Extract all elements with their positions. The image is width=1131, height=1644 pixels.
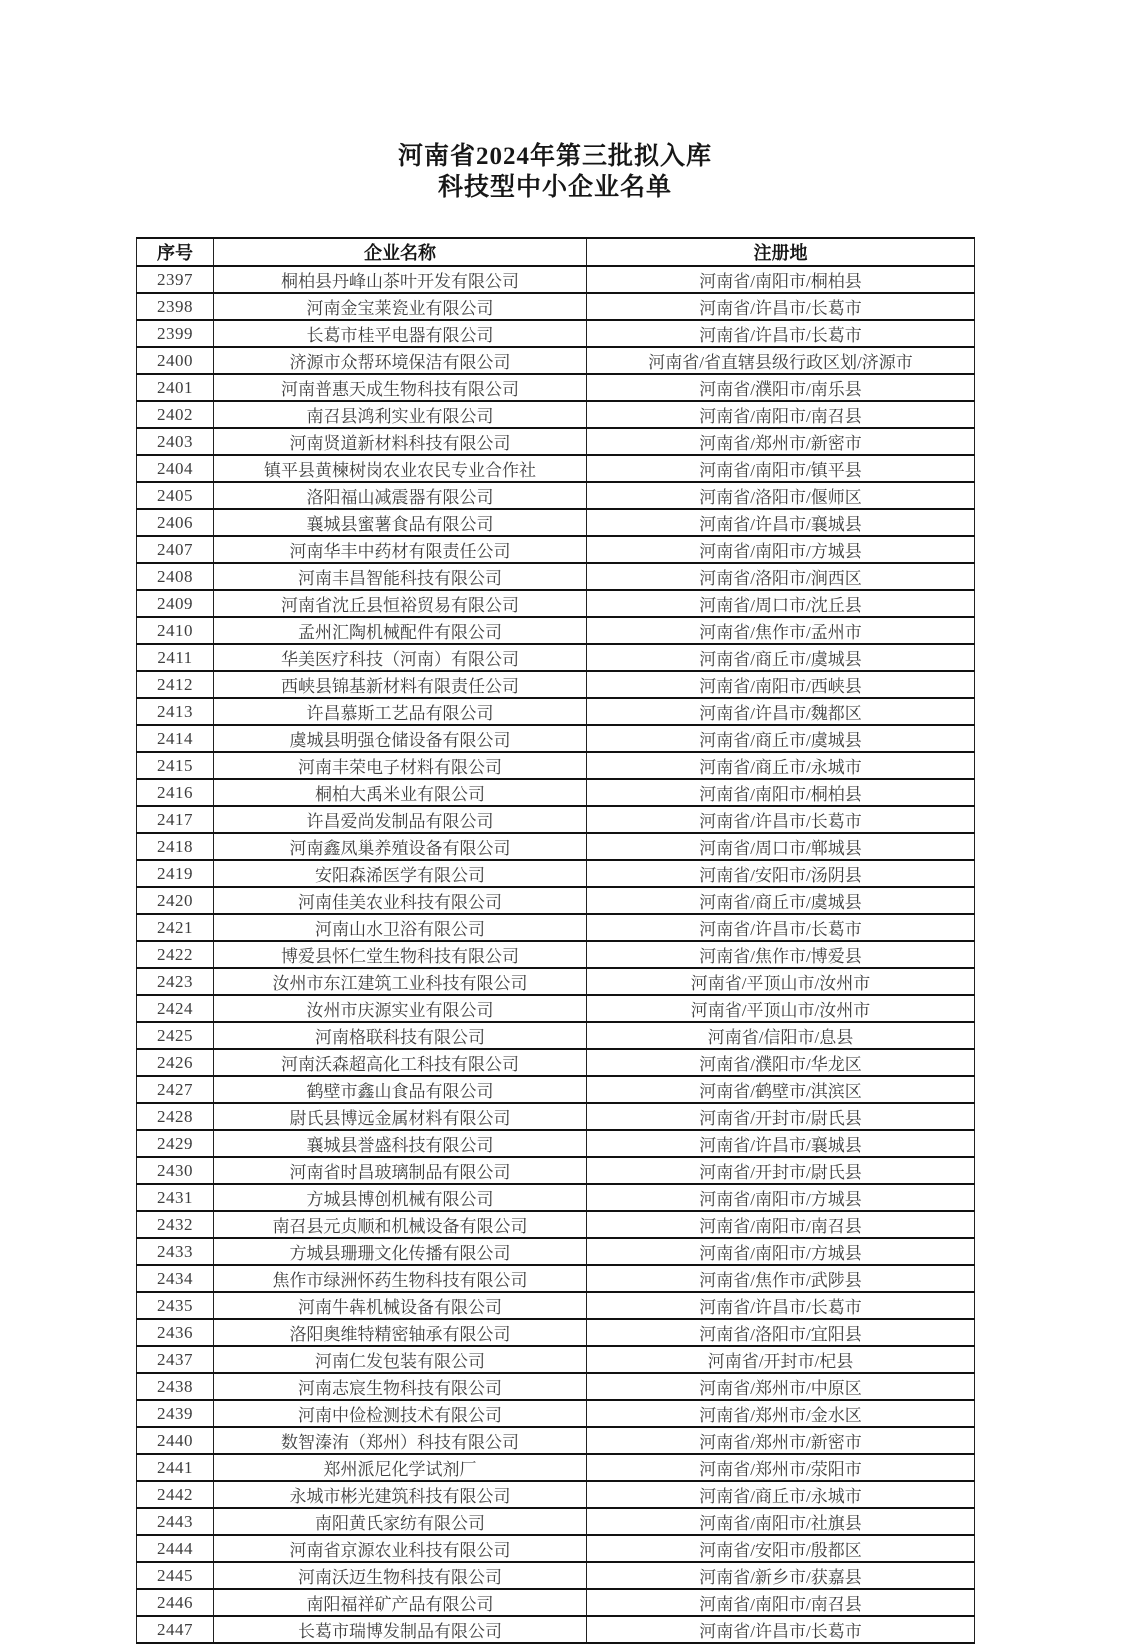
cell-company-name: 许昌爱尚发制品有限公司 [214,806,587,833]
cell-index: 2432 [137,1211,214,1238]
cell-company-name: 河南省时昌玻璃制品有限公司 [214,1157,587,1184]
cell-company-name: 南召县元贞顺和机械设备有限公司 [214,1211,587,1238]
companies-table [136,237,975,1644]
cell-company-name: 河南鑫凤巢养殖设备有限公司 [214,833,587,860]
table-row [137,1130,975,1157]
cell-company-name: 鹤壁市鑫山食品有限公司 [214,1076,587,1103]
table-row [137,941,975,968]
cell-index: 2436 [137,1319,214,1346]
cell-registration-place: 河南省/郑州市/新密市 [587,1427,975,1454]
cell-company-name: 郑州派尼化学试剂厂 [214,1454,587,1481]
cell-company-name: 南阳福祥矿产品有限公司 [214,1589,587,1616]
cell-index: 2428 [137,1103,214,1130]
table-row [137,887,975,914]
table-row [137,1103,975,1130]
table-row [137,1589,975,1616]
table-row [137,1535,975,1562]
table-row [137,1454,975,1481]
cell-company-name: 河南志宸生物科技有限公司 [214,1373,587,1400]
cell-index: 2422 [137,941,214,968]
cell-index: 2400 [137,347,214,374]
cell-index: 2402 [137,401,214,428]
table-row [137,914,975,941]
cell-index: 2418 [137,833,214,860]
cell-index: 2441 [137,1454,214,1481]
cell-registration-place: 河南省/南阳市/南召县 [587,1211,975,1238]
cell-registration-place: 河南省/南阳市/西峡县 [587,671,975,698]
table-row [137,374,975,401]
cell-index: 2403 [137,428,214,455]
header-row [137,238,975,266]
cell-index: 2407 [137,536,214,563]
cell-registration-place: 河南省/郑州市/荥阳市 [587,1454,975,1481]
cell-company-name: 河南省沈丘县恒裕贸易有限公司 [214,590,587,617]
cell-index: 2405 [137,482,214,509]
cell-registration-place: 河南省/洛阳市/宜阳县 [587,1319,975,1346]
cell-company-name: 洛阳福山减震器有限公司 [214,482,587,509]
cell-registration-place: 河南省/焦作市/武陟县 [587,1265,975,1292]
cell-company-name: 永城市彬光建筑科技有限公司 [214,1481,587,1508]
table-row [137,1022,975,1049]
cell-registration-place: 河南省/开封市/尉氏县 [587,1157,975,1184]
document-title-line1: 河南省2024年第三批拟入库 [397,143,712,170]
cell-registration-place: 河南省/商丘市/虞城县 [587,644,975,671]
cell-registration-place: 河南省/南阳市/方城县 [587,536,975,563]
cell-index: 2401 [137,374,214,401]
cell-company-name: 河南仁发包装有限公司 [214,1346,587,1373]
cell-index: 2399 [137,320,214,347]
cell-registration-place: 河南省/南阳市/桐柏县 [587,779,975,806]
table-header [137,238,975,266]
cell-index: 2444 [137,1535,214,1562]
cell-index: 2429 [137,1130,214,1157]
table-row [137,698,975,725]
cell-registration-place: 河南省/许昌市/魏都区 [587,698,975,725]
cell-registration-place: 河南省/商丘市/虞城县 [587,725,975,752]
cell-index: 2398 [137,293,214,320]
cell-company-name: 焦作市绿洲怀药生物科技有限公司 [214,1265,587,1292]
cell-registration-place: 河南省/焦作市/孟州市 [587,617,975,644]
table-row [137,455,975,482]
cell-index: 2426 [137,1049,214,1076]
cell-registration-place: 河南省/许昌市/襄城县 [587,509,975,536]
cell-company-name: 汝州市庆源实业有限公司 [214,995,587,1022]
cell-registration-place: 河南省/濮阳市/华龙区 [587,1049,975,1076]
table-row [137,752,975,779]
cell-index: 2419 [137,860,214,887]
table-row [137,806,975,833]
table-row [137,428,975,455]
cell-index: 2446 [137,1589,214,1616]
cell-index: 2425 [137,1022,214,1049]
cell-registration-place: 河南省/许昌市/长葛市 [587,914,975,941]
cell-registration-place: 河南省/商丘市/永城市 [587,752,975,779]
cell-registration-place: 河南省/平顶山市/汝州市 [587,968,975,995]
cell-company-name: 数智溱洧（郑州）科技有限公司 [214,1427,587,1454]
cell-index: 2423 [137,968,214,995]
table-row [137,1346,975,1373]
cell-company-name: 方城县珊珊文化传播有限公司 [214,1238,587,1265]
table-row [137,347,975,374]
table-row [137,1211,975,1238]
table-row [137,536,975,563]
cell-company-name: 河南华丰中药材有限责任公司 [214,536,587,563]
cell-registration-place: 河南省/许昌市/襄城县 [587,1130,975,1157]
cell-index: 2439 [137,1400,214,1427]
cell-index: 2415 [137,752,214,779]
cell-company-name: 襄城县蜜薯食品有限公司 [214,509,587,536]
cell-company-name: 镇平县黄楝树岗农业农民专业合作社 [214,455,587,482]
cell-company-name: 河南丰荣电子材料有限公司 [214,752,587,779]
cell-company-name: 长葛市瑞博发制品有限公司 [214,1616,587,1643]
cell-company-name: 河南沃迈生物科技有限公司 [214,1562,587,1589]
cell-company-name: 许昌慕斯工艺品有限公司 [214,698,587,725]
cell-company-name: 南召县鸿利实业有限公司 [214,401,587,428]
cell-registration-place: 河南省/南阳市/南召县 [587,1589,975,1616]
cell-registration-place: 河南省/周口市/沈丘县 [587,590,975,617]
cell-registration-place: 河南省/开封市/尉氏县 [587,1103,975,1130]
cell-company-name: 河南沃森超高化工科技有限公司 [214,1049,587,1076]
table-row [137,482,975,509]
table-row [137,266,975,293]
cell-registration-place: 河南省/南阳市/桐柏县 [587,266,975,293]
cell-company-name: 洛阳奥维特精密轴承有限公司 [214,1319,587,1346]
table-row [137,1400,975,1427]
cell-registration-place: 河南省/平顶山市/汝州市 [587,995,975,1022]
cell-registration-place: 河南省/商丘市/虞城县 [587,887,975,914]
cell-index: 2412 [137,671,214,698]
cell-registration-place: 河南省/郑州市/金水区 [587,1400,975,1427]
cell-index: 2443 [137,1508,214,1535]
cell-registration-place: 河南省/信阳市/息县 [587,1022,975,1049]
col-header-registration-place: 注册地 [587,238,975,266]
cell-company-name: 济源市众帮环境保洁有限公司 [214,347,587,374]
cell-registration-place: 河南省/安阳市/汤阴县 [587,860,975,887]
cell-company-name: 河南中俭检测技术有限公司 [214,1400,587,1427]
table-row [137,1049,975,1076]
cell-company-name: 河南贤道新材料科技有限公司 [214,428,587,455]
table-row [137,1562,975,1589]
cell-company-name: 虞城县明强仓储设备有限公司 [214,725,587,752]
cell-registration-place: 河南省/安阳市/殷都区 [587,1535,975,1562]
cell-company-name: 河南牛犇机械设备有限公司 [214,1292,587,1319]
cell-company-name: 河南金宝莱瓷业有限公司 [214,293,587,320]
cell-index: 2420 [137,887,214,914]
table-row [137,1508,975,1535]
cell-company-name: 河南普惠天成生物科技有限公司 [214,374,587,401]
table-row [137,1373,975,1400]
table-row [137,779,975,806]
cell-company-name: 河南丰昌智能科技有限公司 [214,563,587,590]
cell-company-name: 方城县博创机械有限公司 [214,1184,587,1211]
cell-registration-place: 河南省/南阳市/社旗县 [587,1508,975,1535]
cell-registration-place: 河南省/焦作市/博爱县 [587,941,975,968]
cell-index: 2433 [137,1238,214,1265]
table-row [137,860,975,887]
cell-company-name: 桐柏县丹峰山茶叶开发有限公司 [214,266,587,293]
cell-registration-place: 河南省/新乡市/获嘉县 [587,1562,975,1589]
cell-index: 2445 [137,1562,214,1589]
table-body [137,266,975,1643]
table-row [137,725,975,752]
cell-company-name: 河南佳美农业科技有限公司 [214,887,587,914]
col-header-index: 序号 [137,238,214,266]
table-row [137,1265,975,1292]
cell-index: 2416 [137,779,214,806]
cell-index: 2437 [137,1346,214,1373]
table-row [137,509,975,536]
cell-company-name: 西峡县锦基新材料有限责任公司 [214,671,587,698]
cell-company-name: 桐柏大禹米业有限公司 [214,779,587,806]
cell-index: 2397 [137,266,214,293]
cell-index: 2417 [137,806,214,833]
cell-registration-place: 河南省/洛阳市/涧西区 [587,563,975,590]
cell-index: 2411 [137,644,214,671]
cell-registration-place: 河南省/濮阳市/南乐县 [587,374,975,401]
table-row [137,644,975,671]
table-row [137,1238,975,1265]
cell-company-name: 南阳黄氏家纺有限公司 [214,1508,587,1535]
cell-company-name: 博爱县怀仁堂生物科技有限公司 [214,941,587,968]
cell-registration-place: 河南省/南阳市/镇平县 [587,455,975,482]
table-row [137,1319,975,1346]
table-row [137,1616,975,1643]
cell-index: 2414 [137,725,214,752]
cell-company-name: 河南省京源农业科技有限公司 [214,1535,587,1562]
document-title [0,141,1110,203]
table-row [137,563,975,590]
table-row [137,1427,975,1454]
cell-index: 2424 [137,995,214,1022]
cell-registration-place: 河南省/南阳市/方城县 [587,1238,975,1265]
table-row [137,1076,975,1103]
table-row [137,1292,975,1319]
cell-registration-place: 河南省/省直辖县级行政区划/济源市 [587,347,975,374]
cell-index: 2413 [137,698,214,725]
cell-registration-place: 河南省/南阳市/南召县 [587,401,975,428]
cell-index: 2434 [137,1265,214,1292]
cell-company-name: 长葛市桂平电器有限公司 [214,320,587,347]
cell-index: 2408 [137,563,214,590]
col-header-company-name: 企业名称 [214,238,587,266]
cell-index: 2440 [137,1427,214,1454]
table-row [137,320,975,347]
table-row [137,617,975,644]
cell-company-name: 河南山水卫浴有限公司 [214,914,587,941]
cell-registration-place: 河南省/洛阳市/偃师区 [587,482,975,509]
table-row [137,833,975,860]
table-row [137,293,975,320]
cell-company-name: 襄城县誉盛科技有限公司 [214,1130,587,1157]
cell-company-name: 华美医疗科技（河南）有限公司 [214,644,587,671]
cell-registration-place: 河南省/商丘市/永城市 [587,1481,975,1508]
document-title-line2: 科技型中小企业名单 [437,174,672,201]
cell-registration-place: 河南省/郑州市/新密市 [587,428,975,455]
cell-company-name: 汝州市东江建筑工业科技有限公司 [214,968,587,995]
cell-company-name: 河南格联科技有限公司 [214,1022,587,1049]
table-row [137,1481,975,1508]
cell-registration-place: 河南省/郑州市/中原区 [587,1373,975,1400]
cell-index: 2438 [137,1373,214,1400]
table-row [137,1157,975,1184]
cell-index: 2442 [137,1481,214,1508]
cell-registration-place: 河南省/许昌市/长葛市 [587,1616,975,1643]
cell-registration-place: 河南省/开封市/杞县 [587,1346,975,1373]
cell-company-name: 孟州汇陶机械配件有限公司 [214,617,587,644]
cell-registration-place: 河南省/许昌市/长葛市 [587,293,975,320]
cell-registration-place: 河南省/许昌市/长葛市 [587,806,975,833]
cell-index: 2409 [137,590,214,617]
cell-index: 2406 [137,509,214,536]
table-row [137,968,975,995]
cell-registration-place: 河南省/周口市/郸城县 [587,833,975,860]
cell-registration-place: 河南省/南阳市/方城县 [587,1184,975,1211]
cell-index: 2421 [137,914,214,941]
cell-index: 2404 [137,455,214,482]
cell-index: 2435 [137,1292,214,1319]
cell-index: 2431 [137,1184,214,1211]
table-row [137,401,975,428]
table-row [137,995,975,1022]
cell-company-name: 安阳森浠医学有限公司 [214,860,587,887]
table-row [137,590,975,617]
cell-registration-place: 河南省/许昌市/长葛市 [587,320,975,347]
cell-registration-place: 河南省/鹤壁市/淇滨区 [587,1076,975,1103]
cell-index: 2410 [137,617,214,644]
table-row [137,1184,975,1211]
cell-index: 2447 [137,1616,214,1643]
cell-company-name: 尉氏县博远金属材料有限公司 [214,1103,587,1130]
table-row [137,671,975,698]
cell-index: 2427 [137,1076,214,1103]
cell-index: 2430 [137,1157,214,1184]
cell-registration-place: 河南省/许昌市/长葛市 [587,1292,975,1319]
